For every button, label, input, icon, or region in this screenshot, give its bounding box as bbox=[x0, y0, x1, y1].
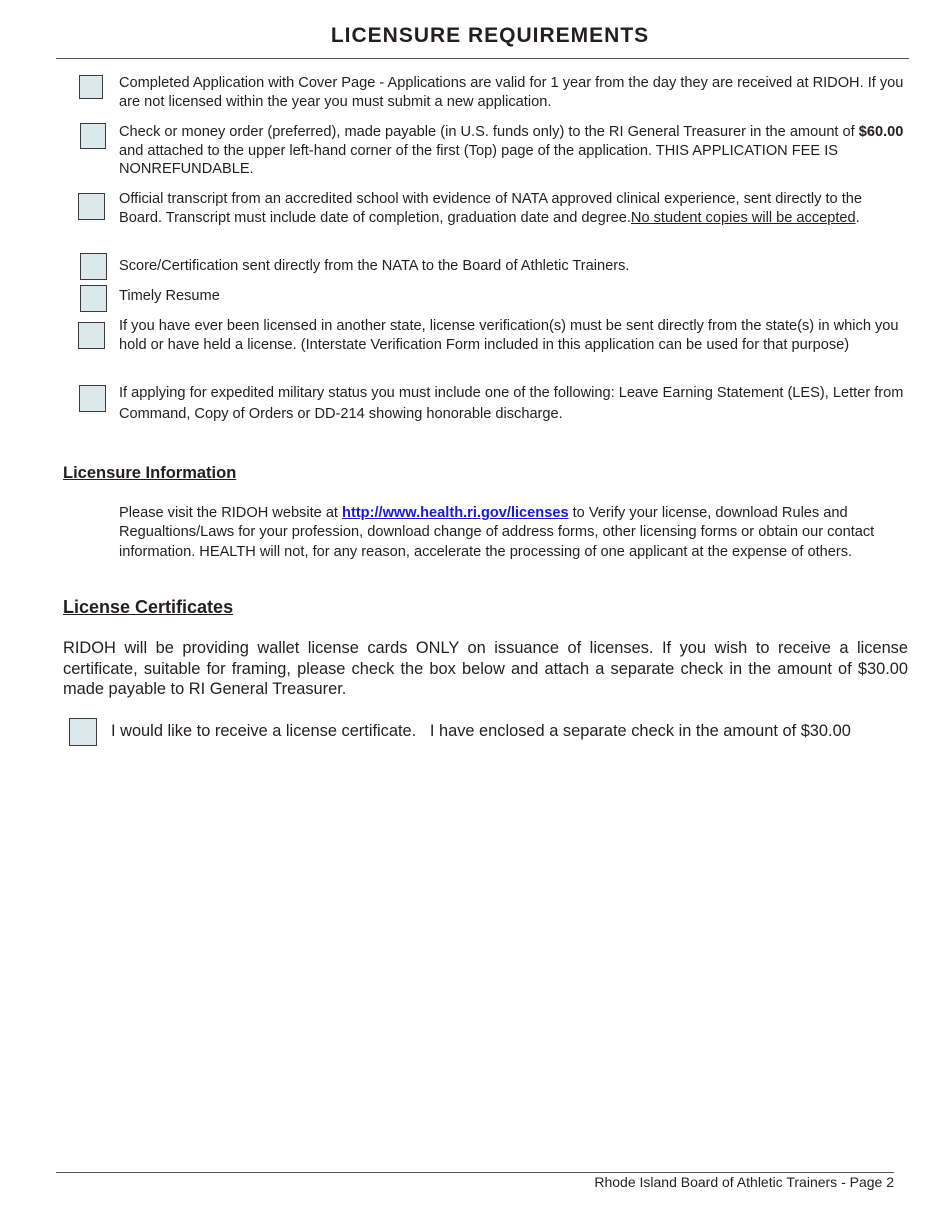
requirement-fee: Check or money order (preferred), made payable (in U.S. funds only) to the RI General Treasurer in the amount of $60.00 and attached to the upper left-hand corner of the first (Top) page of the application. THIS APPLICATION FEE IS NONREFUNDABLE. bbox=[119, 124, 904, 178]
requirement-checkbox-nata-score[interactable] bbox=[80, 253, 107, 280]
licensure-information-heading: Licensure Information bbox=[63, 464, 237, 482]
license-certificate-option-label: I would like to receive a license certificate. I have enclosed a separate check in the amount of $30.00 bbox=[111, 722, 851, 740]
requirement-application: Completed Application with Cover Page - Applications are valid for 1 year from the day they are received at RIDOH. If you are not licensed within the year you must submit a new application. bbox=[119, 75, 904, 110]
requirement-checkbox-license-verification[interactable] bbox=[78, 322, 105, 349]
license-certificates-text: RIDOH will be providing wallet license cards ONLY on issuance of licenses. If you wish to receive a license certificate, suitable for framing, please check the box below and attach a separate check in the amount of $30.00 made payable to RI General Treasurer. bbox=[63, 639, 908, 699]
requirement-checkbox-application[interactable] bbox=[79, 75, 103, 99]
license-certificate-checkbox[interactable] bbox=[69, 718, 97, 746]
fee-amount: $60.00 bbox=[858, 124, 904, 140]
requirement-military: If applying for expedited military status you must include one of the following: Leave Earning Statement (LES), Letter from Command, Copy of Orders or DD-214 showing honorable discharge. bbox=[119, 385, 904, 422]
requirement-license-verification: If you have ever been licensed in another state, license verification(s) must be sent directly from the state(s) in which you hold or have held a license. (Interstate Verification Form included in this application can be used for that purpose) bbox=[119, 318, 899, 353]
page-footer: Rhode Island Board of Athletic Trainers - Page 2 bbox=[594, 1174, 894, 1190]
license-certificates-heading: License Certificates bbox=[63, 597, 234, 617]
requirement-checkbox-military[interactable] bbox=[79, 385, 106, 412]
requirement-checkbox-transcript[interactable] bbox=[78, 193, 105, 220]
requirement-transcript: Official transcript from an accredited school with evidence of NATA approved clinical experience, sent directly to the Board. Transcript must include date of completion, graduation date and degree.No student copies will be accepted. bbox=[119, 191, 863, 226]
requirement-checkbox-resume[interactable] bbox=[80, 285, 107, 312]
no-student-copies-note: No student copies will be accepted bbox=[630, 209, 856, 226]
page-title: LICENSURE REQUIREMENTS bbox=[330, 24, 650, 47]
requirement-nata-score: Score/Certification sent directly from the NATA to the Board of Athletic Trainers. bbox=[119, 258, 630, 274]
ridoh-licenses-link[interactable]: http://www.health.ri.gov/licenses bbox=[342, 505, 569, 521]
requirement-checkbox-fee[interactable] bbox=[80, 123, 106, 149]
title-divider bbox=[56, 58, 909, 59]
licensure-information-text: Please visit the RIDOH website at http://www.health.ri.gov/licenses to Verify your license, download Rules and Regualtions/Laws for your profession, download change of address forms, other licensing forms or obtain our contact information. HEALTH will not, for any reason, accelerate the processing of one applicant at the expense of others. bbox=[119, 505, 875, 560]
footer-divider bbox=[56, 1172, 894, 1173]
requirement-resume: Timely Resume bbox=[119, 288, 220, 304]
